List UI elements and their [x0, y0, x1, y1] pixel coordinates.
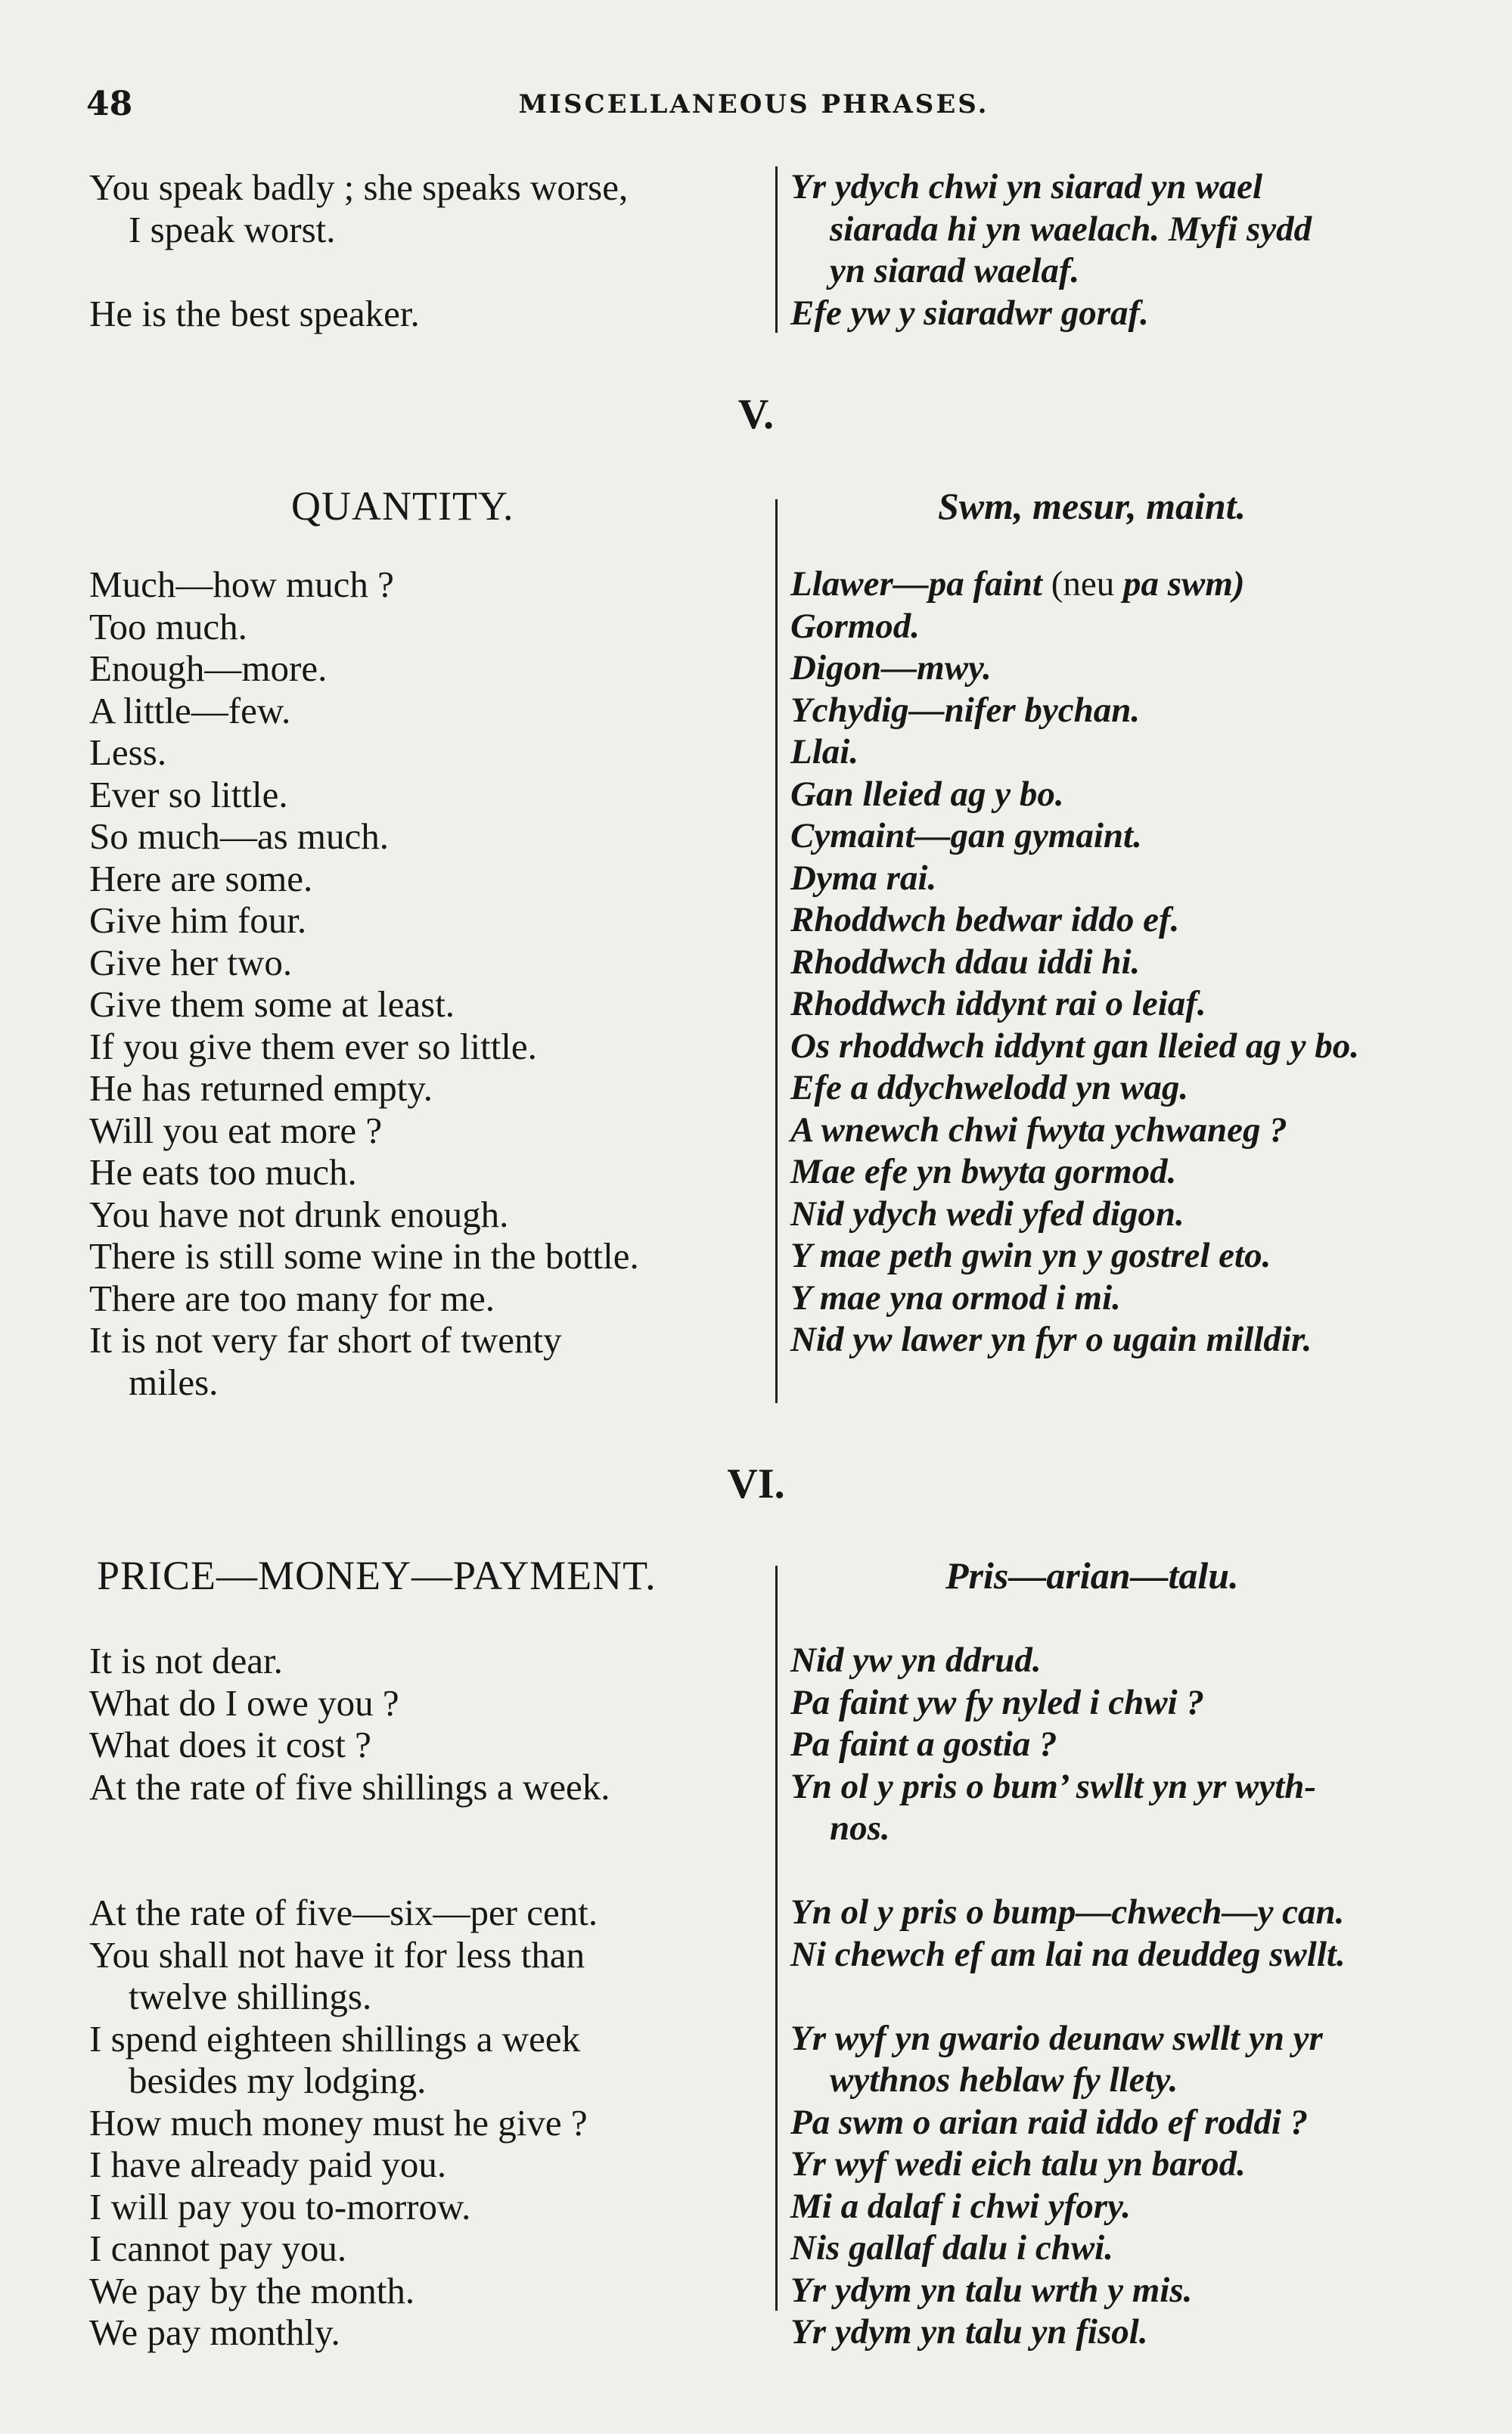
- phrase-en: Too much.: [89, 605, 247, 647]
- phrase-en: He has returned empty.: [89, 1067, 433, 1109]
- phrase-cy-text: Yn ol y pris o bump—chwech—y can.: [790, 1892, 1345, 1932]
- phrase-en-cont: miles.: [129, 1361, 219, 1403]
- phrase-cy: [790, 774, 1471, 816]
- phrase-cy: [790, 2018, 1471, 2060]
- phrase-cy-note: (neu: [1051, 564, 1115, 604]
- phrase-cy: [790, 2144, 1471, 2186]
- phrase-cy: [790, 1682, 1471, 1725]
- phrase-cy-cont: nos.: [830, 1808, 890, 1848]
- phrase-cy-text: Llawer—pa faint: [790, 564, 1042, 604]
- phrase-cy-text: Cymaint—gan gymaint.: [790, 816, 1142, 855]
- phrase-cy-text: Yr wyf wedi eich talu yn barod.: [790, 2144, 1246, 2184]
- phrase-cy-cont: wythnos heblaw fy llety.: [830, 2060, 1178, 2100]
- section5-welsh: [790, 563, 1471, 1403]
- phrase-cy: [790, 2311, 1471, 2354]
- phrase-en: Much—how much ?: [89, 563, 394, 605]
- phrase-cy: [790, 1026, 1471, 1068]
- phrase-en: You have not drunk enough.: [89, 1193, 509, 1235]
- phrase-en: There is still some wine in the bottle.: [89, 1235, 639, 1277]
- phrase-cy-text: Os rhoddwch iddynt gan lleied ag y bo.: [790, 1026, 1360, 1066]
- phrase-cy-text: Nid yw lawer yn fyr o ugain milldir.: [790, 1320, 1312, 1359]
- phrase-en: What do I owe you ?: [89, 1681, 399, 1724]
- phrase-en: It is not dear.: [89, 1640, 283, 1681]
- section5-english: [89, 563, 774, 1403]
- column-divider: [775, 166, 778, 333]
- spacer: [89, 1850, 774, 1892]
- phrase-en: It is not very far short of twenty: [89, 1319, 562, 1361]
- phrase-cy: [790, 2228, 1471, 2270]
- phrase-cy-cont: siarada hi yn waelach. Myfi sydd: [830, 209, 1312, 249]
- phrase-cy-text: Rhoddwch ddau iddi hi.: [790, 942, 1141, 982]
- phrase-cy-text: Dyma rai.: [790, 858, 937, 898]
- phrase-en: There are too many for me.: [89, 1277, 495, 1319]
- page-header: [86, 85, 1421, 130]
- phrase-cy-text: Pa swm o arian raid iddo ef roddi ?: [790, 2102, 1309, 2142]
- phrase-cy-text: Efe a ddychwelodd yn wag.: [790, 1068, 1189, 1107]
- phrase-en: Less.: [89, 731, 167, 773]
- phrase-cy: [790, 858, 1471, 900]
- intro-welsh: [790, 166, 1471, 334]
- phrase-cy: [790, 1934, 1471, 1976]
- phrase-cy: [790, 1724, 1471, 1766]
- phrase-cy: [790, 1194, 1471, 1236]
- phrase-cy-text: Yr wyf yn gwario deunaw swllt yn yr: [790, 2018, 1323, 2058]
- phrase-cy-text: Y mae yna ormod i mi.: [790, 1278, 1121, 1318]
- phrase-cy: [790, 983, 1471, 1026]
- phrase-cy: [790, 647, 1471, 690]
- spacer: [89, 1808, 774, 1850]
- phrase-cy-text: Rhoddwch bedwar iddo ef.: [790, 900, 1180, 939]
- phrase-cy: Yr ydych chwi yn siarad yn wael: [790, 167, 1263, 206]
- phrase-cy-text: Gormod.: [790, 606, 921, 646]
- section6-english: [89, 1640, 774, 2354]
- phrase-en-cont: besides my lodging.: [129, 2060, 427, 2101]
- phrase-cy-text: Ychydig—nifer bychan.: [790, 690, 1141, 730]
- phrase-cy: [790, 899, 1471, 942]
- phrase-cy-text: Gan lleied ag y bo.: [790, 774, 1064, 814]
- column-divider: [775, 1566, 778, 2311]
- phrase-cy-text: Y mae peth gwin yn y gostrel eto.: [790, 1236, 1271, 1275]
- phrase-en: We pay monthly.: [89, 2311, 340, 2353]
- phrase-en: What does it cost ?: [89, 1724, 371, 1765]
- section-number: VI.: [727, 1461, 785, 1507]
- phrase-en: Give him four.: [89, 899, 307, 941]
- phrase-en: Enough—more.: [89, 647, 328, 689]
- spacer: [790, 1976, 1471, 2018]
- phrase-cy: Efe yw y siaradwr goraf.: [790, 293, 1149, 333]
- phrase-cy: [790, 1892, 1471, 1934]
- spacer: [790, 1850, 1471, 1892]
- phrase-en: Give her two.: [89, 941, 293, 983]
- phrase-en: Will you eat more ?: [89, 1109, 383, 1151]
- spacer: [790, 1361, 1471, 1404]
- phrase-cy-cont: yn siarad waelaf.: [830, 251, 1080, 290]
- phrase-cy-text: A wnewch chwi fwyta ychwaneg ?: [790, 1110, 1287, 1150]
- page-number: 48: [86, 85, 133, 123]
- phrase-en: A little—few.: [89, 689, 291, 731]
- phrase-en: I will pay you to-morrow.: [89, 2185, 471, 2228]
- phrase-en: You speak badly ; she speaks worse,: [89, 166, 629, 208]
- phrase-cy: [790, 606, 1471, 648]
- phrase-en: I spend eighteen shillings a week: [89, 2017, 581, 2060]
- phrase-en: He is the best speaker.: [89, 292, 420, 334]
- phrase-en: I have already paid you.: [89, 2144, 447, 2185]
- phrase-en: I cannot pay you.: [89, 2228, 347, 2269]
- phrase-cy-text: Yr ydym yn talu yn fisol.: [790, 2312, 1148, 2352]
- phrase-en: We pay by the month.: [89, 2269, 415, 2311]
- phrase-cy-text: Mi a dalaf i chwi yfory.: [790, 2186, 1131, 2226]
- phrase-cy: [790, 1151, 1471, 1194]
- section6-welsh: [790, 1640, 1471, 2354]
- phrase-cy-text: Ni chewch ef am lai na deuddeg swllt.: [790, 1934, 1346, 1974]
- phrase-en: At the rate of five—six—per cent.: [89, 1892, 598, 1933]
- phrase-en: At the rate of five shillings a week.: [89, 1765, 610, 1808]
- phrase-cy-text: Nis gallaf dalu i chwi.: [790, 2228, 1113, 2268]
- phrase-cy: [790, 731, 1471, 774]
- phrase-en: So much—as much.: [89, 815, 390, 857]
- column-divider: [775, 499, 778, 1403]
- phrase-cy-text: Yn ol y pris o bum’ swllt yn yr wyth-: [790, 1766, 1317, 1806]
- phrase-cy-text: Rhoddwch iddynt rai o leiaf.: [790, 984, 1206, 1023]
- section-title-welsh: Pris—arian—talu.: [945, 1554, 1239, 1597]
- phrase-cy: [790, 1067, 1471, 1110]
- phrase-en: Here are some.: [89, 857, 313, 899]
- phrase-cy: [790, 942, 1471, 984]
- phrase-cy: [790, 1640, 1471, 1682]
- phrase-en: You shall not have it for less than: [89, 1933, 585, 1976]
- section-title-welsh: Swm, mesur, maint.: [938, 485, 1247, 527]
- phrase-cy: [790, 1235, 1471, 1278]
- phrase-cy-text: Pa faint yw fy nyled i chwi ?: [790, 1682, 1204, 1722]
- phrase-cy-text: Digon—mwy.: [790, 648, 992, 688]
- phrase-cy: [790, 1110, 1471, 1152]
- phrase-cy-text: Nid yw yn ddrud.: [790, 1641, 1042, 1680]
- phrase-cy-text: Mae efe yn bwyta gormod.: [790, 1152, 1177, 1191]
- phrase-cy: [790, 2102, 1471, 2144]
- phrase-cy: [790, 2186, 1471, 2228]
- phrase-cy: [790, 1766, 1471, 1808]
- phrase-cy: [790, 1319, 1471, 1361]
- intro-english: [89, 166, 774, 334]
- phrase-en: Ever so little.: [89, 773, 288, 815]
- phrase-en: He eats too much.: [89, 1151, 357, 1193]
- phrase-en: Give them some at least.: [89, 983, 455, 1025]
- phrase-cy: [790, 815, 1471, 858]
- section-number: V.: [737, 391, 775, 438]
- phrase-cy-text: Nid ydych wedi yfed digon.: [790, 1194, 1184, 1234]
- running-head: MISCELLANEOUS PHRASES.: [518, 89, 989, 120]
- phrase-cy: [790, 2270, 1471, 2312]
- phrase-cy-text: Llai.: [790, 732, 859, 771]
- phrase-cy: [790, 563, 1471, 606]
- section-title-english: PRICE—MONEY—PAYMENT.: [97, 1553, 657, 1598]
- phrase-en: How much money must he give ?: [89, 2101, 588, 2144]
- phrase-cy-text: Pa faint a gostia ?: [790, 1725, 1057, 1764]
- phrase-en-cont: twelve shillings.: [129, 1976, 372, 2017]
- section-title-english: QUANTITY.: [291, 483, 514, 529]
- phrase-cy-note: pa swm): [1122, 564, 1245, 604]
- phrase-cy-text: Yr ydym yn talu wrth y mis.: [790, 2270, 1193, 2310]
- phrase-cy: [790, 690, 1471, 732]
- phrase-en-cont: I speak worst.: [129, 208, 336, 250]
- phrase-cy: [790, 1278, 1471, 1320]
- phrase-en: If you give them ever so little.: [89, 1025, 537, 1067]
